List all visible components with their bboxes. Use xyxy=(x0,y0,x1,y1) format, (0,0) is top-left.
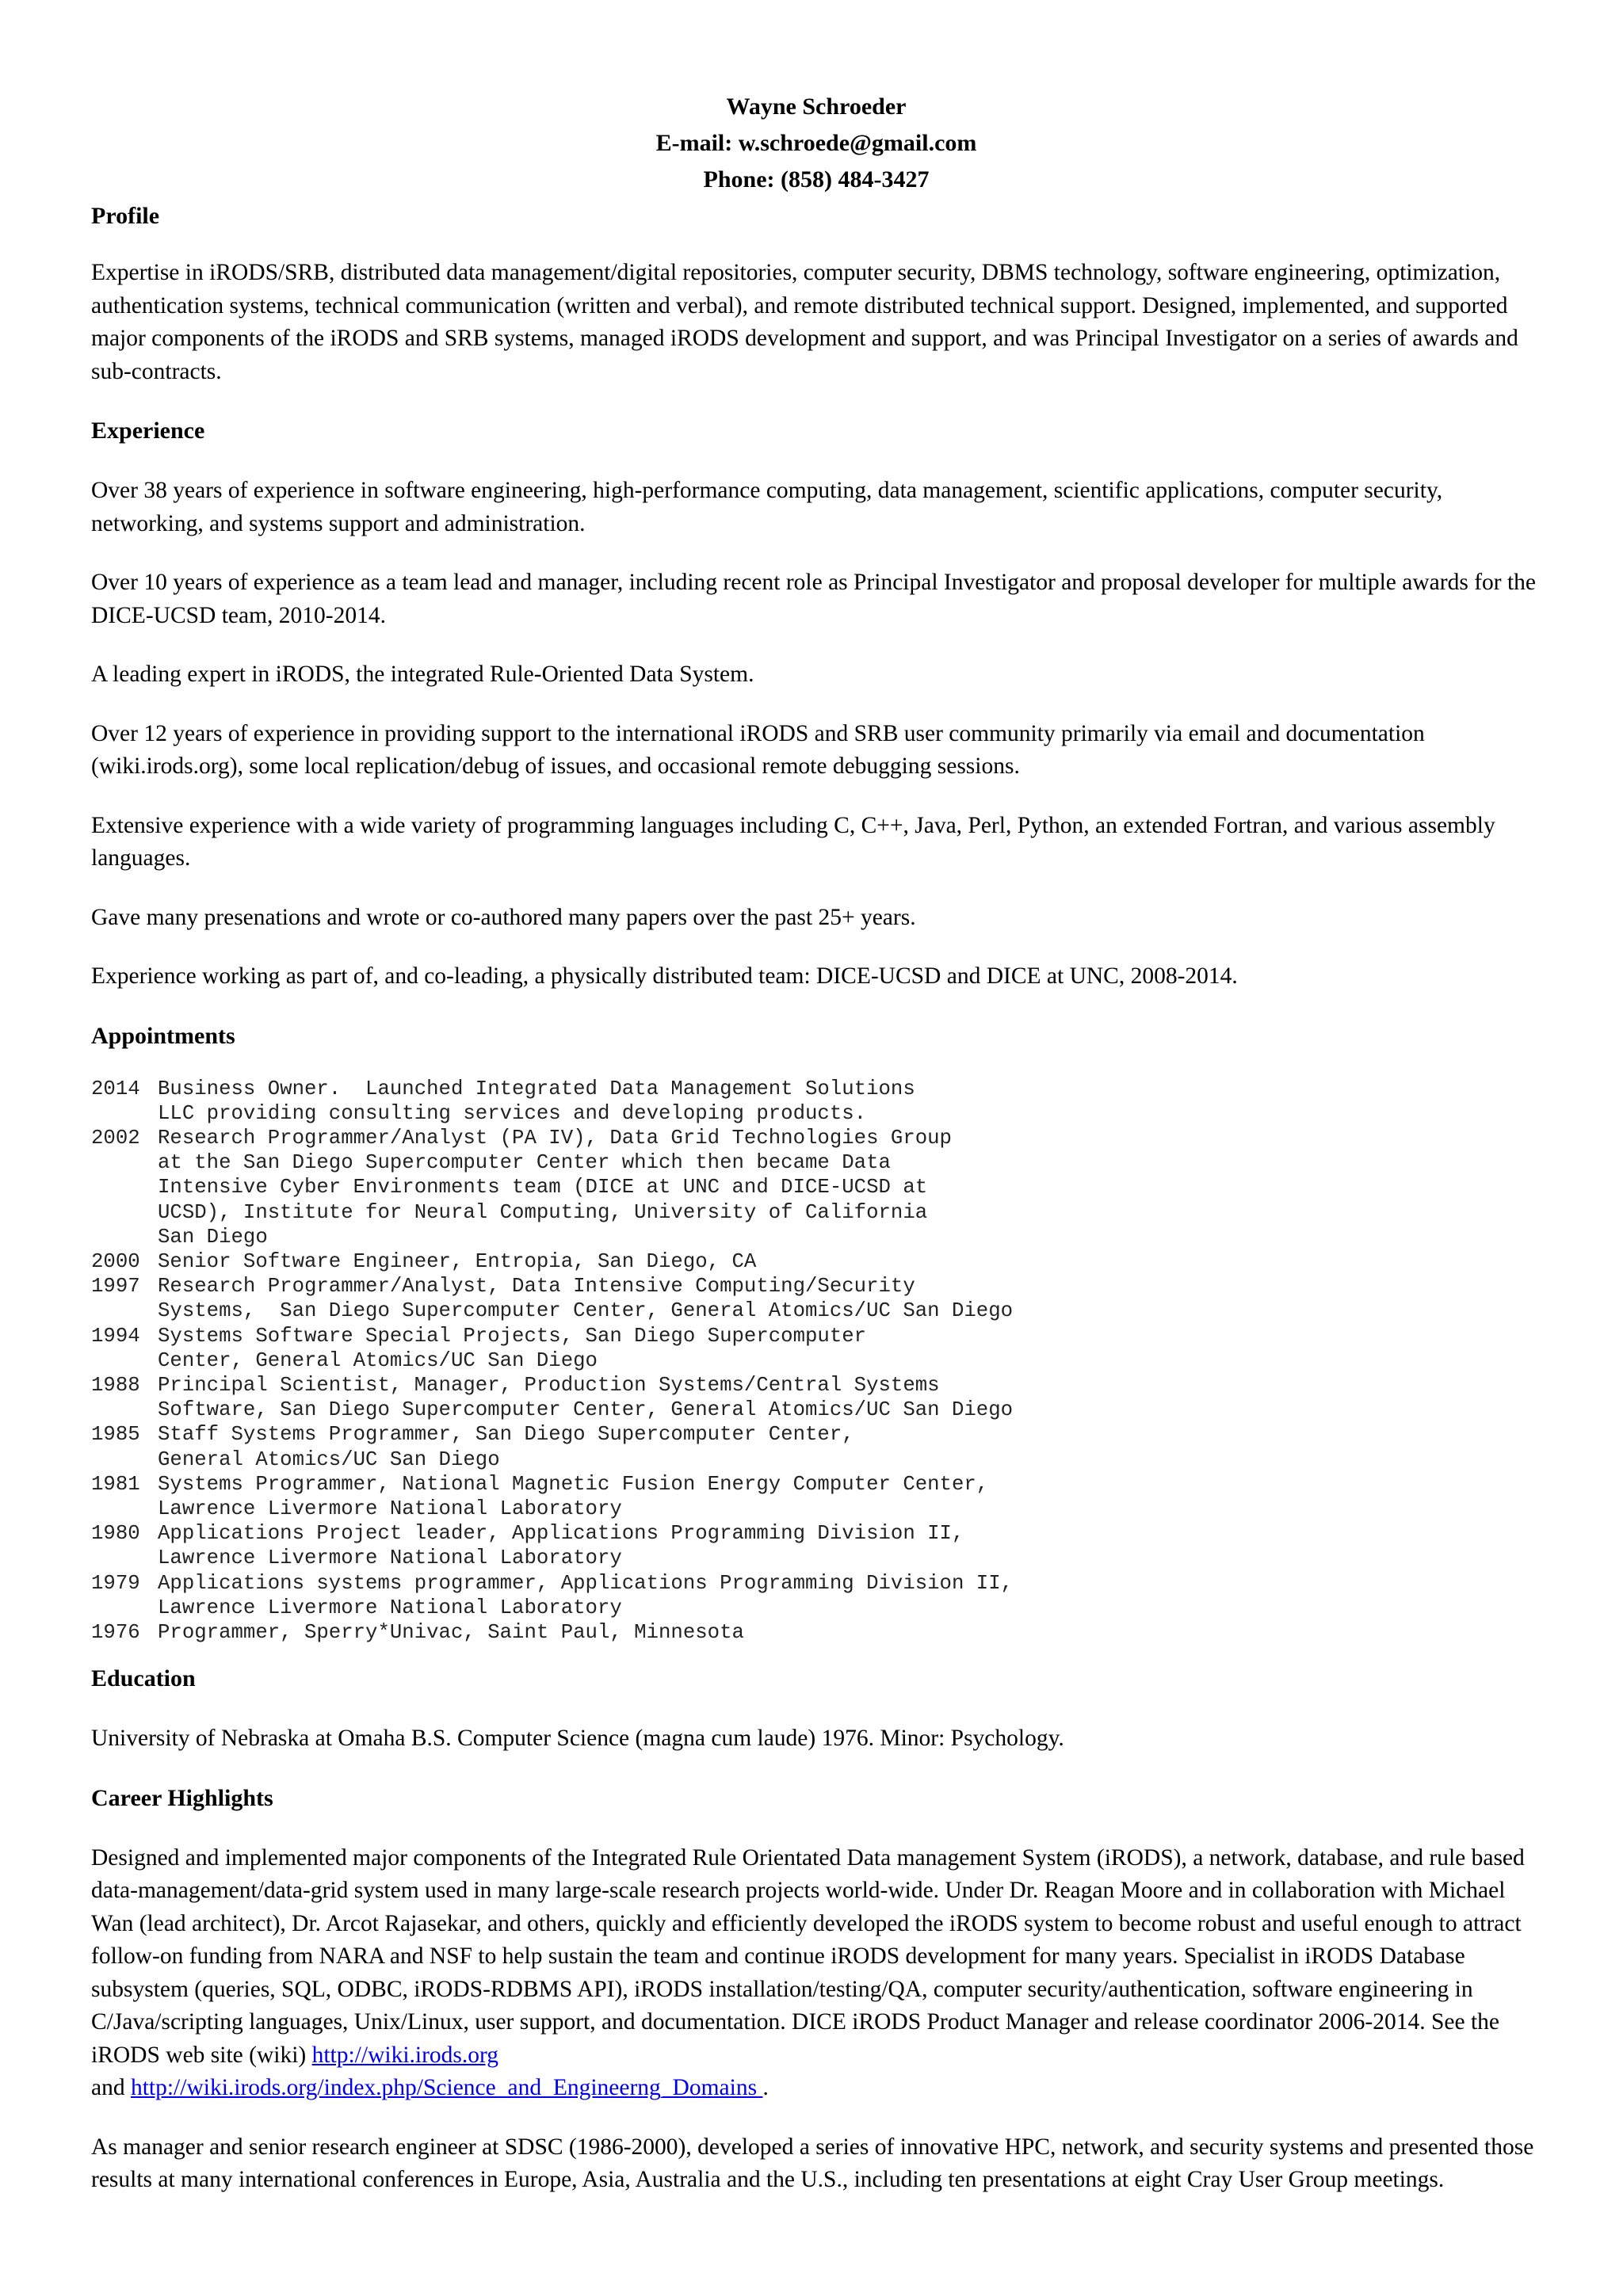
contact-email: E-mail: w.schroede@gmail.com xyxy=(655,130,977,156)
contact-phone: Phone: (858) 484-3427 xyxy=(703,166,930,193)
experience-paragraph: A leading expert in iRODS, the integrated Rule-Oriented Data System. xyxy=(91,662,754,687)
resume-header xyxy=(91,89,1541,198)
experience-heading: Experience xyxy=(91,418,205,444)
experience-paragraph: Extensive experience with a wide variety of programming languages including C, C++, Java, Perl, Python, an extended Fortran, and various assembly languages. xyxy=(91,812,1495,871)
appointment-year: 1981 xyxy=(91,1472,140,1496)
appointment-text: Applications Project leader, Applications Programming Division II, Lawrence Livermore National Laboratory xyxy=(158,1522,964,1570)
experience-paragraph: Experience working as part of, and co-leading, a physically distributed team: DICE-UCSD and DICE at UNC, 2008-2014. xyxy=(91,963,1238,989)
career-period: . xyxy=(762,2075,769,2101)
career-paragraph: As manager and senior research engineer at SDSC (1986-2000), developed a series of innovative HPC, network, and security systems and presented those results at many international conferences in Europe, Asia, Australia and the U.S., including ten presentations at eight Cray User Group meetings. xyxy=(91,2134,1534,2193)
appointment-entry xyxy=(91,1324,1541,1373)
appointment-text: Staff Systems Programmer, San Diego Supercomputer Center, General Atomics/UC San Diego xyxy=(158,1423,854,1471)
appointment-year: 1994 xyxy=(91,1324,140,1348)
experience-paragraph: Over 10 years of experience as a team lead and manager, including recent role as Principal Investigator and proposal developer for multiple awards for the DICE-UCSD team, 2010-2014. xyxy=(91,570,1537,628)
appointment-entry xyxy=(91,1571,1541,1620)
appointment-entry xyxy=(91,1126,1541,1249)
appointment-text: Applications systems programmer, Applications Programming Division II, Lawrence Livermore National Laboratory xyxy=(158,1571,1014,1619)
appointment-entry xyxy=(91,1249,1541,1274)
education-heading: Education xyxy=(91,1665,196,1692)
appointment-year: 1997 xyxy=(91,1275,140,1299)
appointment-year: 2014 xyxy=(91,1077,140,1100)
appointment-year: 1980 xyxy=(91,1522,140,1546)
appointment-text: Programmer, Sperry*Univac, Saint Paul, Minnesota xyxy=(158,1620,744,1644)
contact-name: Wayne Schroeder xyxy=(726,93,907,120)
appointment-entry xyxy=(91,1472,1541,1521)
irods-wiki-link[interactable]: http://wiki.irods.org xyxy=(311,2042,499,2068)
profile-heading: Profile xyxy=(91,203,160,229)
appointment-text: Systems Programmer, National Magnetic Fusion Energy Computer Center, Lawrence Livermore National Laboratory xyxy=(158,1472,989,1520)
appointment-text: Systems Software Special Projects, San Diego Supercomputer Center, General Atomics/UC San Diego xyxy=(158,1324,867,1372)
experience-paragraph: Over 12 years of experience in providing support to the international iRODS and SRB user community primarily via email and documentation (wiki.irods.org), some local replication/debug of issues, and occasional remote debugging sessions. xyxy=(91,720,1425,779)
profile-text: Expertise in iRODS/SRB, distributed data management/digital repositories, computer security, DBMS technology, software engineering, optimization, authentication systems, technical communication (written and verbal), and remote distributed technical support. Designed, implemented, and supported major components of the iRODS and SRB systems, managed iRODS development and support, and was Principal Investigator on a series of awards and sub-contracts. xyxy=(91,260,1518,384)
appointment-entry xyxy=(91,1521,1541,1570)
appointment-entry xyxy=(91,1373,1541,1422)
appointment-year: 1976 xyxy=(91,1620,140,1644)
career-paragraph-text: Designed and implemented major components of the Integrated Rule Orientated Data management System (iRODS), a network, database, and rule based data-management/data-grid system used in many large-scale research projects world-wide. Under Dr. Reagan Moore and in collaboration with Michael Wan (lead architect), Dr. Arcot Rajasekar, and others, quickly and efficiently developed the iRODS system to become robust and useful enough to attract follow-on funding from NARA and NSF to help sustain the team and continue iRODS development for many years. Specialist in iRODS Database subsystem (queries, SQL, ODBC, iRODS-RDBMS API), iRODS installation/testing/QA, computer security/authentication, software engineering in C/Java/scripting languages, Unix/Linux, user support, and documentation. DICE iRODS Product Manager and release coordinator 2006-2014. See the iRODS web site (wiki) xyxy=(91,1844,1525,2068)
experience-paragraph: Gave many presenations and wrote or co-authored many papers over the past 25+ years. xyxy=(91,904,916,930)
appointment-text: Senior Software Engineer, Entropia, San Diego, CA xyxy=(158,1249,757,1273)
appointment-entry xyxy=(91,1274,1541,1323)
appointment-year: 1988 xyxy=(91,1373,140,1397)
appointment-year: 2000 xyxy=(91,1249,140,1273)
appointment-entry xyxy=(91,1422,1541,1471)
irods-domains-link[interactable]: http://wiki.irods.org/index.php/Science_and_Engineerng_Domains xyxy=(130,2075,763,2101)
resume-content xyxy=(91,89,1541,2223)
appointment-year: 2002 xyxy=(91,1126,140,1150)
appointment-year: 1985 xyxy=(91,1423,140,1447)
career-and-text: and xyxy=(91,2075,131,2101)
appointment-text: Principal Scientist, Manager, Production Systems/Central Systems Software, San Diego Supercomputer Center, General Atomics/UC San Diego xyxy=(158,1373,1014,1422)
appointments-heading: Appointments xyxy=(91,1022,235,1049)
appointment-text: Research Programmer/Analyst (PA IV), Data Grid Technologies Group at the San Diego Supercomputer Center which then became Data Intensive Cyber Environments team (DICE at UNC and DICE-UCSD at UCSD), Institute for Neural Computing, University of California San Diego xyxy=(158,1126,952,1249)
appointment-entry xyxy=(91,1077,1541,1126)
appointment-text: Business Owner. Launched Integrated Data Management Solutions LLC providing consulting services and developing products. xyxy=(158,1077,915,1125)
career-paragraph xyxy=(91,1842,1541,2105)
appointments-list xyxy=(91,1077,1541,1646)
appointment-year: 1979 xyxy=(91,1571,140,1595)
career-heading: Career Highlights xyxy=(91,1784,273,1811)
appointment-entry xyxy=(91,1620,1541,1645)
education-text: University of Nebraska at Omaha B.S. Computer Science (magna cum laude) 1976. Minor: Psychology. xyxy=(91,1726,1064,1752)
appointment-text: Research Programmer/Analyst, Data Intensive Computing/Security Systems, San Diego Supercomputer Center, General Atomics/UC San Diego xyxy=(158,1275,1014,1323)
experience-paragraph: Over 38 years of experience in software engineering, high-performance computing, data management, scientific applications, computer security, networking, and systems support and administration. xyxy=(91,478,1443,536)
